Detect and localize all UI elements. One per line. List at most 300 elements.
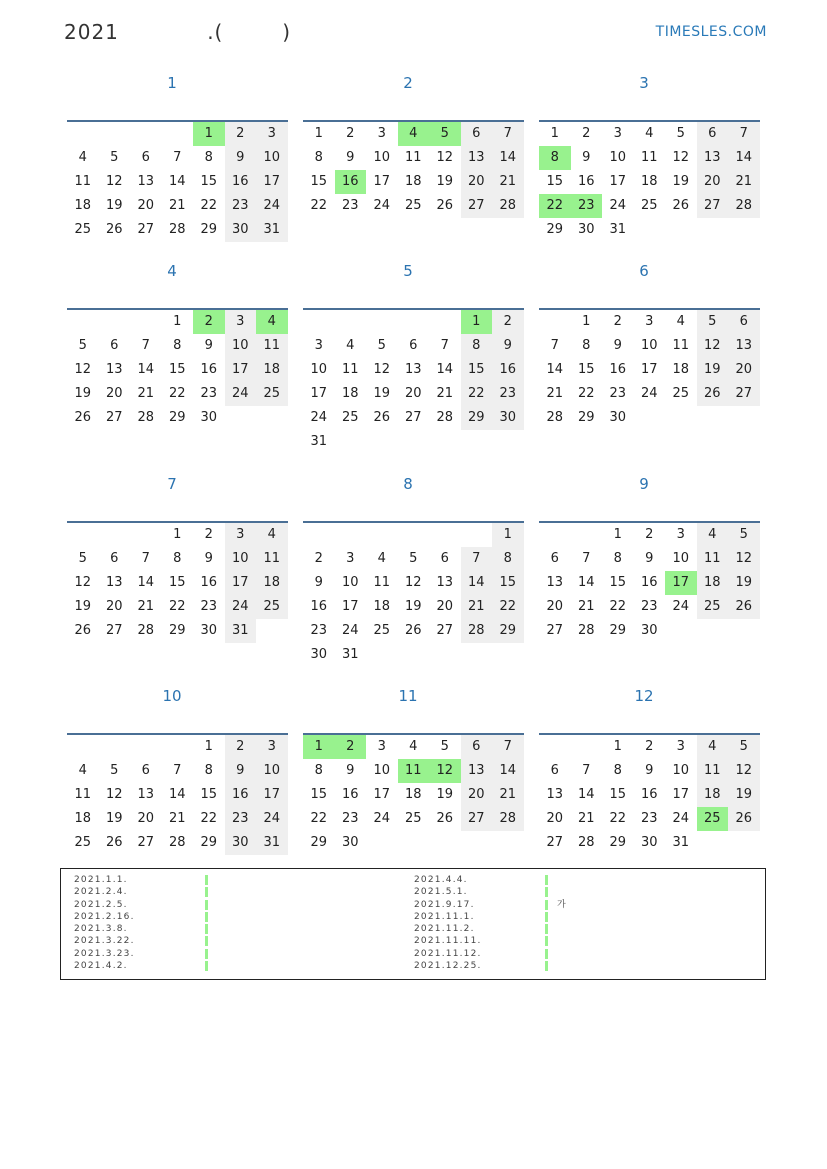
day-cell: 14	[168, 787, 186, 802]
day-cell: 8	[582, 338, 591, 353]
day-cell: 21	[168, 198, 186, 213]
holiday-day-cell: 8	[539, 146, 571, 170]
day-cell: 23	[200, 386, 218, 401]
day-cell: 9	[492, 334, 524, 358]
day-cell: 29	[609, 835, 627, 850]
day-cell: 30	[341, 835, 359, 850]
holiday-color-marker	[545, 900, 548, 910]
day-cell: 11	[697, 547, 729, 571]
holiday-day-cell: 2	[193, 310, 225, 334]
day-cell: 7	[550, 338, 559, 353]
day-cell: 21	[137, 386, 155, 401]
day-cell: 29	[492, 619, 524, 643]
legend-row	[414, 948, 482, 960]
day-cell: 4	[645, 126, 654, 141]
day-cell: 15	[609, 787, 627, 802]
day-cell: 31	[256, 218, 288, 242]
day-cell: 21	[168, 811, 186, 826]
day-cell: 20	[137, 811, 155, 826]
day-cell: 28	[577, 835, 595, 850]
day-cell: 19	[105, 811, 123, 826]
legend-row	[74, 886, 135, 898]
holiday-day-cell: 1	[193, 122, 225, 146]
day-cell: 27	[137, 835, 155, 850]
holiday-legend	[60, 868, 766, 980]
day-cell: 22	[609, 599, 627, 614]
day-cell: 24	[609, 198, 627, 213]
day-cell: 23	[640, 599, 658, 614]
day-cell: 20	[105, 386, 123, 401]
day-cell: 2	[645, 739, 654, 754]
legend-row	[414, 874, 482, 886]
page-title: 2021 .( )	[64, 20, 292, 44]
day-cell: 22	[200, 198, 218, 213]
day-cell: 20	[546, 811, 564, 826]
day-cell: 3	[256, 735, 288, 759]
day-cell: 27	[461, 194, 493, 218]
day-cell: 20	[461, 783, 493, 807]
day-cell: 19	[404, 599, 422, 614]
day-cell: 18	[256, 358, 288, 382]
day-cell: 13	[697, 146, 729, 170]
month-title: 10	[162, 687, 182, 705]
day-cell: 18	[404, 787, 422, 802]
day-cell: 6	[550, 763, 559, 778]
day-cell: 17	[373, 787, 391, 802]
day-cell: 28	[168, 222, 186, 237]
day-cell: 31	[672, 835, 690, 850]
day-cell: 21	[577, 811, 595, 826]
day-cell: 8	[613, 551, 622, 566]
day-cell: 26	[105, 835, 123, 850]
day-cell: 19	[672, 174, 690, 189]
day-cell: 25	[404, 198, 422, 213]
day-cell: 12	[728, 759, 760, 783]
day-cell: 1	[582, 314, 591, 329]
day-cell: 22	[168, 386, 186, 401]
day-cell: 6	[697, 122, 729, 146]
day-cell: 15	[310, 174, 328, 189]
day-cell: 29	[200, 835, 218, 850]
day-cell: 24	[310, 410, 328, 425]
day-cell: 4	[676, 314, 685, 329]
day-cell: 18	[697, 571, 729, 595]
day-cell: 25	[256, 595, 288, 619]
day-cell: 1	[173, 527, 182, 542]
holiday-color-marker	[205, 875, 208, 885]
day-cell: 16	[492, 358, 524, 382]
day-cell: 8	[492, 547, 524, 571]
day-cell: 24	[256, 807, 288, 831]
day-cell: 11	[341, 362, 359, 377]
holiday-date: 2021.5.1.	[414, 887, 468, 898]
day-cell: 31	[310, 434, 328, 449]
day-cell: 5	[697, 310, 729, 334]
holiday-color-marker	[205, 912, 208, 922]
day-cell: 30	[640, 835, 658, 850]
holiday-date: 2021.11.12.	[414, 948, 482, 959]
day-cell: 21	[492, 783, 524, 807]
day-cell: 19	[728, 783, 760, 807]
holiday-date: 2021.4.4.	[414, 875, 468, 885]
day-cell: 17	[256, 783, 288, 807]
day-cell: 19	[728, 571, 760, 595]
day-cell: 26	[74, 623, 92, 638]
day-cell: 25	[640, 198, 658, 213]
holiday-color-marker	[545, 961, 548, 971]
day-cell: 16	[640, 575, 658, 590]
day-cell: 6	[110, 338, 119, 353]
day-cell: 16	[577, 174, 595, 189]
day-cell: 24	[373, 198, 391, 213]
day-cell: 13	[137, 787, 155, 802]
day-cell: 4	[346, 338, 355, 353]
day-cell: 30	[200, 623, 218, 638]
holiday-day-cell: 23	[571, 194, 603, 218]
day-cell: 9	[225, 759, 257, 783]
legend-column-left	[74, 874, 135, 972]
day-cell: 24	[256, 194, 288, 218]
day-cell: 25	[697, 595, 729, 619]
day-cell: 5	[728, 735, 760, 759]
day-cell: 7	[440, 338, 449, 353]
day-cell: 7	[492, 735, 524, 759]
day-cell: 7	[173, 150, 182, 165]
day-cell: 3	[225, 523, 257, 547]
day-cell: 28	[137, 623, 155, 638]
day-cell: 20	[436, 599, 454, 614]
legend-row	[414, 886, 482, 898]
day-cell: 31	[341, 647, 359, 662]
day-cell: 16	[225, 170, 257, 194]
day-cell: 15	[461, 358, 493, 382]
day-cell: 4	[697, 523, 729, 547]
day-cell: 26	[74, 410, 92, 425]
month-title: 4	[167, 262, 177, 280]
day-cell: 20	[728, 358, 760, 382]
day-cell: 19	[436, 787, 454, 802]
legend-row	[74, 899, 135, 911]
day-cell: 5	[377, 338, 386, 353]
day-cell: 7	[582, 763, 591, 778]
holiday-color-marker	[545, 887, 548, 897]
day-cell: 21	[492, 170, 524, 194]
day-cell: 14	[168, 174, 186, 189]
day-cell: 22	[461, 382, 493, 406]
day-cell: 8	[314, 763, 323, 778]
day-cell: 12	[105, 787, 123, 802]
holiday-name: 가	[557, 899, 567, 910]
day-cell: 13	[105, 575, 123, 590]
day-cell: 28	[577, 623, 595, 638]
day-cell: 9	[613, 338, 622, 353]
month-title: 6	[639, 262, 649, 280]
day-cell: 12	[74, 575, 92, 590]
day-cell: 20	[105, 599, 123, 614]
day-cell: 2	[582, 126, 591, 141]
day-cell: 2	[225, 735, 257, 759]
day-cell: 1	[314, 126, 323, 141]
day-cell: 21	[728, 170, 760, 194]
day-cell: 18	[74, 198, 92, 213]
day-cell: 18	[697, 783, 729, 807]
day-cell: 7	[141, 551, 150, 566]
day-cell: 25	[672, 386, 690, 401]
day-cell: 5	[78, 338, 87, 353]
day-cell: 26	[436, 198, 454, 213]
day-cell: 12	[74, 362, 92, 377]
day-cell: 1	[492, 523, 524, 547]
day-cell: 2	[492, 310, 524, 334]
day-cell: 1	[550, 126, 559, 141]
day-cell: 25	[341, 410, 359, 425]
day-cell: 27	[728, 382, 760, 406]
day-cell: 10	[373, 763, 391, 778]
day-cell: 15	[577, 362, 595, 377]
day-cell: 12	[105, 174, 123, 189]
day-cell: 10	[609, 150, 627, 165]
day-cell: 3	[314, 338, 323, 353]
legend-row	[414, 960, 482, 972]
day-cell: 30	[492, 406, 524, 430]
day-cell: 2	[613, 314, 622, 329]
day-cell: 26	[373, 410, 391, 425]
day-cell: 17	[310, 386, 328, 401]
day-cell: 20	[404, 386, 422, 401]
day-cell: 13	[404, 362, 422, 377]
legend-row	[414, 899, 567, 911]
day-cell: 12	[373, 362, 391, 377]
day-cell: 17	[225, 571, 257, 595]
day-cell: 13	[546, 575, 564, 590]
day-cell: 28	[492, 807, 524, 831]
day-cell: 12	[436, 150, 454, 165]
holiday-day-cell: 1	[461, 310, 493, 334]
day-cell: 4	[78, 150, 87, 165]
legend-row	[414, 923, 482, 935]
day-cell: 16	[640, 787, 658, 802]
day-cell: 16	[200, 362, 218, 377]
day-cell: 7	[492, 122, 524, 146]
day-cell: 28	[137, 410, 155, 425]
day-cell: 22	[168, 599, 186, 614]
holiday-color-marker	[545, 936, 548, 946]
day-cell: 26	[404, 623, 422, 638]
day-cell: 7	[141, 338, 150, 353]
day-cell: 8	[613, 763, 622, 778]
holiday-date: 2021.1.1.	[74, 875, 128, 885]
day-cell: 21	[436, 386, 454, 401]
day-cell: 16	[310, 599, 328, 614]
day-cell: 14	[546, 362, 564, 377]
day-cell: 6	[461, 122, 493, 146]
day-cell: 26	[728, 595, 760, 619]
holiday-day-cell: 4	[256, 310, 288, 334]
day-cell: 16	[225, 783, 257, 807]
holiday-color-marker	[545, 924, 548, 934]
day-cell: 2	[225, 122, 257, 146]
day-cell: 2	[346, 126, 355, 141]
day-cell: 31	[609, 222, 627, 237]
holiday-day-cell: 22	[539, 194, 571, 218]
holiday-color-marker	[205, 949, 208, 959]
holiday-color-marker	[205, 936, 208, 946]
day-cell: 31	[256, 831, 288, 855]
day-cell: 3	[225, 310, 257, 334]
day-cell: 6	[550, 551, 559, 566]
day-cell: 24	[225, 595, 257, 619]
day-cell: 17	[341, 599, 359, 614]
day-cell: 29	[577, 410, 595, 425]
day-cell: 26	[672, 198, 690, 213]
day-cell: 11	[74, 174, 92, 189]
day-cell: 11	[672, 338, 690, 353]
holiday-date: 2021.3.8.	[74, 924, 128, 935]
day-cell: 28	[168, 835, 186, 850]
holiday-date: 2021.11.11.	[414, 936, 482, 947]
day-cell: 17	[256, 170, 288, 194]
day-cell: 10	[373, 150, 391, 165]
month-title: 3	[639, 74, 649, 92]
day-cell: 23	[609, 386, 627, 401]
day-cell: 1	[173, 314, 182, 329]
day-cell: 14	[436, 362, 454, 377]
day-cell: 20	[697, 170, 729, 194]
day-cell: 21	[461, 595, 493, 619]
day-cell: 30	[577, 222, 595, 237]
holiday-color-marker	[205, 961, 208, 971]
holiday-color-marker	[545, 949, 548, 959]
day-cell: 25	[256, 382, 288, 406]
day-cell: 5	[728, 523, 760, 547]
holiday-color-marker	[205, 924, 208, 934]
day-cell: 18	[404, 174, 422, 189]
day-cell: 11	[256, 334, 288, 358]
day-cell: 3	[346, 551, 355, 566]
legend-row	[74, 874, 135, 886]
day-cell: 17	[609, 174, 627, 189]
day-cell: 13	[461, 759, 493, 783]
day-cell: 9	[346, 150, 355, 165]
holiday-date: 2021.2.5.	[74, 899, 128, 910]
holiday-color-marker	[545, 912, 548, 922]
day-cell: 11	[256, 547, 288, 571]
day-cell: 25	[74, 222, 92, 237]
day-cell: 29	[200, 222, 218, 237]
day-cell: 9	[582, 150, 591, 165]
holiday-date: 2021.4.2.	[74, 961, 128, 972]
day-cell: 28	[461, 619, 493, 643]
day-cell: 3	[645, 314, 654, 329]
day-cell: 25	[404, 811, 422, 826]
day-cell: 8	[314, 150, 323, 165]
day-cell: 24	[341, 623, 359, 638]
day-cell: 13	[137, 174, 155, 189]
holiday-day-cell: 5	[429, 122, 461, 146]
day-cell: 29	[310, 835, 328, 850]
day-cell: 19	[74, 386, 92, 401]
holiday-color-marker	[205, 900, 208, 910]
day-cell: 7	[728, 122, 760, 146]
day-cell: 23	[310, 623, 328, 638]
day-cell: 29	[546, 222, 564, 237]
day-cell: 18	[640, 174, 658, 189]
holiday-date: 2021.9.17.	[414, 899, 475, 910]
day-cell: 11	[404, 150, 422, 165]
day-cell: 5	[440, 739, 449, 754]
day-cell: 31	[225, 619, 257, 643]
day-cell: 10	[225, 547, 257, 571]
day-cell: 3	[377, 739, 386, 754]
holiday-day-cell: 17	[665, 571, 697, 595]
day-cell: 14	[461, 571, 493, 595]
day-cell: 19	[697, 358, 729, 382]
day-cell: 11	[74, 787, 92, 802]
day-cell: 6	[141, 763, 150, 778]
day-cell: 28	[436, 410, 454, 425]
day-cell: 15	[310, 787, 328, 802]
day-cell: 14	[492, 759, 524, 783]
day-cell: 27	[105, 623, 123, 638]
day-cell: 3	[676, 527, 685, 542]
day-cell: 9	[645, 551, 654, 566]
day-cell: 26	[436, 811, 454, 826]
day-cell: 21	[546, 386, 564, 401]
day-cell: 22	[609, 811, 627, 826]
day-cell: 24	[373, 811, 391, 826]
day-cell: 23	[492, 382, 524, 406]
day-cell: 24	[672, 811, 690, 826]
day-cell: 18	[74, 811, 92, 826]
day-cell: 16	[200, 575, 218, 590]
holiday-date: 2021.3.23.	[74, 948, 135, 959]
day-cell: 10	[640, 338, 658, 353]
holiday-date: 2021.2.16.	[74, 911, 135, 922]
day-cell: 13	[461, 146, 493, 170]
day-cell: 23	[200, 599, 218, 614]
day-cell: 30	[225, 218, 257, 242]
holiday-day-cell: 25	[697, 807, 729, 831]
day-cell: 27	[105, 410, 123, 425]
day-cell: 5	[110, 150, 119, 165]
holiday-color-marker	[205, 887, 208, 897]
legend-row	[74, 948, 135, 960]
day-cell: 21	[577, 599, 595, 614]
month-divider	[303, 521, 524, 523]
day-cell: 8	[173, 551, 182, 566]
day-cell: 27	[546, 623, 564, 638]
day-cell: 9	[645, 763, 654, 778]
day-cell: 27	[137, 222, 155, 237]
day-cell: 28	[492, 194, 524, 218]
day-cell: 5	[409, 551, 418, 566]
day-cell: 3	[377, 126, 386, 141]
holiday-date: 2021.11.1.	[414, 911, 475, 922]
day-cell: 15	[168, 362, 186, 377]
holiday-day-cell: 4	[398, 122, 430, 146]
legend-row	[414, 911, 482, 923]
day-cell: 23	[225, 807, 257, 831]
day-cell: 5	[78, 551, 87, 566]
month-title: 12	[634, 687, 654, 705]
day-cell: 20	[461, 170, 493, 194]
day-cell: 3	[256, 122, 288, 146]
day-cell: 26	[728, 807, 760, 831]
day-cell: 30	[225, 831, 257, 855]
day-cell: 28	[728, 194, 760, 218]
day-cell: 25	[373, 623, 391, 638]
brand-logo-text[interactable]: TIMESLES.COM	[655, 24, 767, 40]
